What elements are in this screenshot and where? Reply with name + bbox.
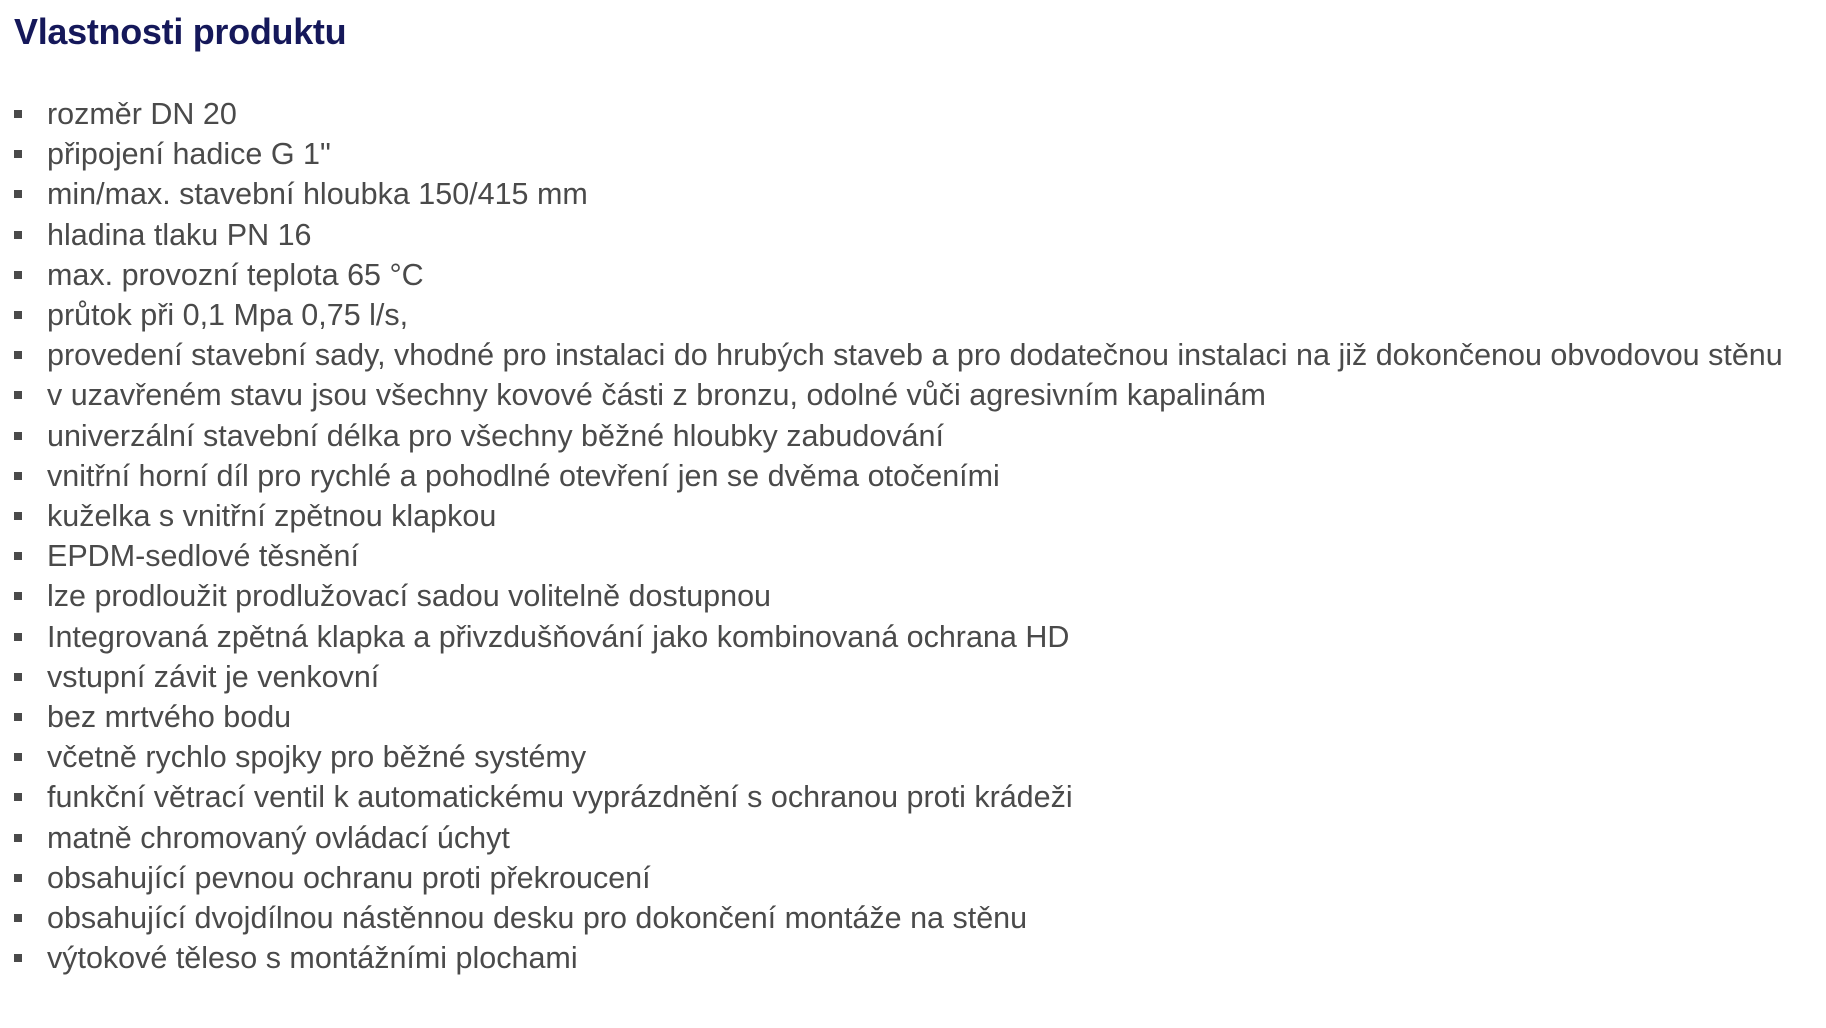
feature-text: provedení stavební sady, vhodné pro instalaci do hrubých staveb a pro dodatečnou instalaci na již dokončenou obvodovou stěnu [47,338,1783,373]
list-item [14,898,1814,938]
feature-text: matně chromovaný ovládací úchyt [47,820,510,855]
square-bullet-icon [14,432,22,440]
square-bullet-icon [14,954,22,962]
square-bullet-icon [14,834,22,842]
square-bullet-icon [14,552,22,560]
list-item [14,255,1814,295]
list-item [14,818,1814,858]
feature-text: vnitřní horní díl pro rychlé a pohodlné otevření jen se dvěma otočeními [47,458,1000,493]
feature-text: rozměr DN 20 [47,97,237,131]
feature-text: obsahující dvojdílnou nástěnnou desku pro dokončení montáže na stěnu [47,901,1028,936]
square-bullet-icon [14,633,22,641]
section-title: Vlastnosti produktu [14,11,347,52]
square-bullet-icon [14,512,22,520]
square-bullet-icon [14,190,22,198]
list-item [14,938,1814,978]
list-item [14,174,1814,214]
feature-text: výtokové těleso s montážními plochami [47,941,578,976]
list-item [14,456,1814,496]
feature-text: funkční větrací ventil k automatickému vyprázdnění s ochranou proti krádeži [47,780,1073,815]
list-item [14,858,1814,898]
feature-text: připojení hadice G 1" [47,137,331,172]
list-item [14,617,1814,657]
feature-text: obsahující pevnou ochranu proti překroucení [47,860,651,895]
feature-text: max. provozní teplota 65 °C [47,257,424,292]
feature-text: bez mrtvého bodu [47,700,292,735]
square-bullet-icon [14,673,22,681]
square-bullet-icon [14,311,22,319]
square-bullet-icon [14,793,22,801]
square-bullet-icon [14,713,22,721]
square-bullet-icon [14,271,22,279]
feature-text: vstupní závit je venkovní [47,659,380,694]
product-properties-section [14,10,1814,978]
list-item [14,737,1814,777]
list-item [14,657,1814,697]
square-bullet-icon [14,231,22,239]
list-item [14,215,1814,255]
square-bullet-icon [14,874,22,882]
feature-text: EPDM-sedlové těsnění [47,539,359,574]
feature-text: v uzavřeném stavu jsou všechny kovové části z bronzu, odolné vůči agresivním kapalinám [47,378,1266,413]
square-bullet-icon [14,472,22,480]
square-bullet-icon [14,391,22,399]
list-item [14,94,1814,134]
feature-text: kuželka s vnitřní zpětnou klapkou [47,499,497,534]
feature-text: průtok při 0,1 Mpa 0,75 l/s, [47,298,409,333]
list-item [14,375,1814,415]
feature-text: univerzální stavební délka pro všechny běžné hloubky zabudování [47,418,944,453]
feature-text: lze prodloužit prodlužovací sadou volitelně dostupnou [47,579,772,614]
square-bullet-icon [14,753,22,761]
list-item [14,496,1814,536]
square-bullet-icon [14,592,22,600]
list-item [14,416,1814,456]
list-item [14,134,1814,174]
list-item [14,576,1814,616]
feature-text: hladina tlaku PN 16 [47,217,312,252]
feature-text: Integrovaná zpětná klapka a přivzdušňování jako kombinovaná ochrana HD [47,619,1070,654]
square-bullet-icon [14,150,22,158]
feature-text: včetně rychlo spojky pro běžné systémy [47,740,587,775]
feature-list [14,94,1814,978]
list-item [14,777,1814,817]
square-bullet-icon [14,351,22,359]
list-item [14,295,1814,335]
list-item [14,697,1814,737]
square-bullet-icon [14,110,22,118]
list-item [14,536,1814,576]
list-item [14,335,1814,375]
feature-text: min/max. stavební hloubka 150/415 mm [47,177,588,212]
square-bullet-icon [14,914,22,922]
